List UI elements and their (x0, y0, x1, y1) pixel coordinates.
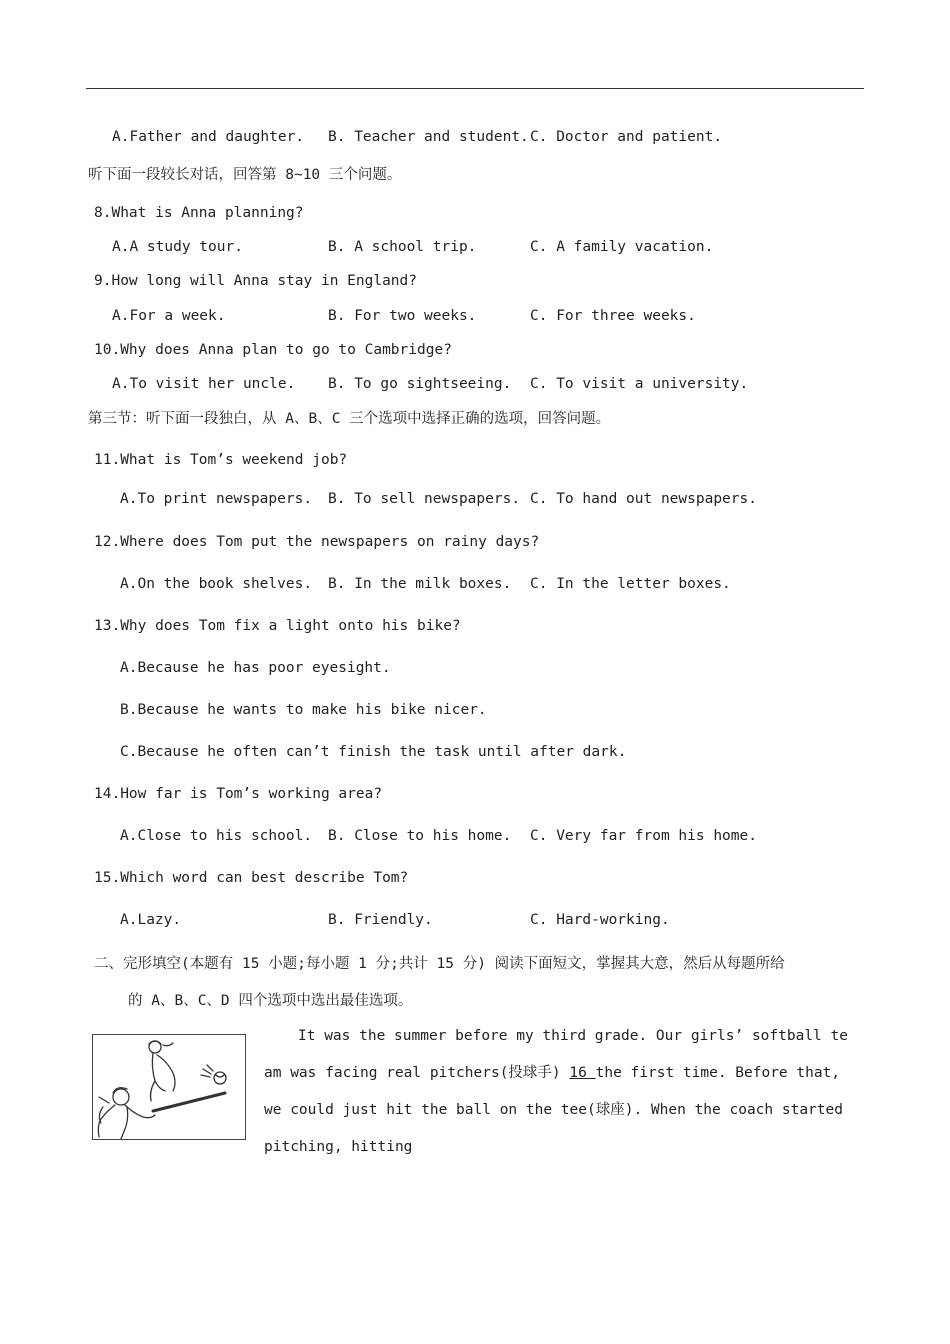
q7-option-b: B. Teacher and student. (328, 129, 529, 145)
q7-option-a: A.Father and daughter. (112, 129, 305, 145)
q9-option-b: B. For two weeks. (328, 308, 477, 324)
passage-text-before: It was the summer before my third grade. Our girls’ softball team was facing real pitchers(投球手) (264, 1028, 848, 1081)
q12-option-c: C. In the letter boxes. (530, 576, 731, 592)
question-8: 8.What is Anna planning? (94, 205, 304, 221)
q9-option-a: A.For a week. (112, 308, 226, 324)
q14-option-c: C. Very far from his home. (530, 828, 757, 844)
q11-option-a: A.To print newspapers. (120, 491, 313, 507)
q12-option-b: B. In the milk boxes. (328, 576, 512, 592)
q15-option-b: B. Friendly. (328, 912, 433, 928)
q8-option-a: A.A study tour. (112, 239, 243, 255)
q11-option-c: C. To hand out newspapers. (530, 491, 757, 507)
question-9: 9.How long will Anna stay in England? (94, 273, 418, 289)
header-rule (86, 88, 864, 89)
q12-option-a: A.On the book shelves. (120, 576, 313, 592)
q13-option-c: C.Because he often can’t finish the task until after dark. (120, 744, 627, 760)
passage-text-after: the first time. Before that, we could just hit the ball on the tee(球座). When the coach started pitching, hitting (264, 1065, 843, 1155)
q8-option-c: C. A family vacation. (530, 239, 714, 255)
q10-option-c: C. To visit a university. (530, 376, 749, 392)
q13-option-a: A.Because he has poor eyesight. (120, 660, 391, 676)
q10-option-a: A.To visit her uncle. (112, 376, 296, 392)
q15-option-a: A.Lazy. (120, 912, 182, 928)
question-15: 15.Which word can best describe Tom? (94, 870, 409, 886)
question-10: 10.Why does Anna plan to go to Cambridge? (94, 342, 452, 358)
q14-option-b: B. Close to his home. (328, 828, 512, 844)
q13-option-b: B.Because he wants to make his bike nicer. (120, 702, 487, 718)
cloze-passage (264, 1018, 850, 1166)
part2-heading-cont: 的 A、B、C、D 四个选项中选出最佳选项。 (128, 993, 413, 1009)
q11-option-b: B. To sell newspapers. (328, 491, 521, 507)
question-11: 11.What is Tom’s weekend job? (94, 452, 348, 468)
section-3-heading: 第三节：听下面一段独白，从 A、B、C 三个选项中选择正确的选项，回答问题。 (88, 411, 611, 427)
q7-option-c: C. Doctor and patient. (530, 129, 723, 145)
question-14: 14.How far is Tom’s working area? (94, 786, 383, 802)
question-12: 12.Where does Tom put the newspapers on rainy days? (94, 534, 540, 550)
softball-icon (93, 1035, 245, 1139)
instruction-8-10: 听下面一段较长对话，回答第 8~10 三个问题。 (88, 167, 402, 183)
question-13: 13.Why does Tom fix a light onto his bike? (94, 618, 461, 634)
q14-option-a: A.Close to his school. (120, 828, 313, 844)
q15-option-c: C. Hard-working. (530, 912, 670, 928)
softball-batter-illustration (92, 1034, 246, 1140)
q10-option-b: B. To go sightseeing. (328, 376, 512, 392)
blank-16: 16 (569, 1065, 587, 1081)
part2-heading: 二、完形填空(本题有 15 小题;每小题 1 分;共计 15 分) 阅读下面短文，掌握其大意，然后从每题所给 (94, 956, 785, 972)
q9-option-c: C. For three weeks. (530, 308, 696, 324)
q8-option-b: B. A school trip. (328, 239, 477, 255)
